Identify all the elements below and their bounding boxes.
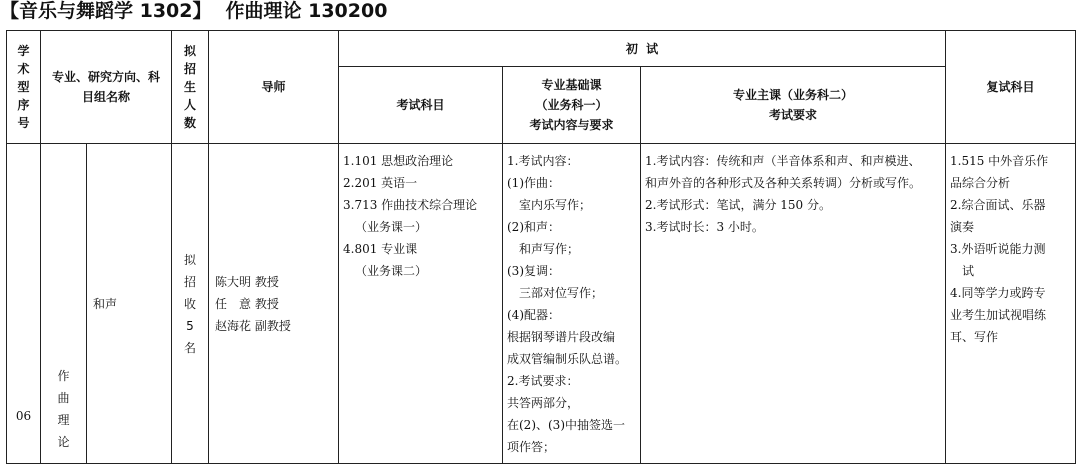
header-prelim: 初 试	[339, 31, 946, 67]
row-basic-content: 1.考试内容： (1)作曲： 室内乐写作； (2)和声： 和声写作； (3)复调： 三部对位写作； (4)配器： 根据钢琴谱片段改编 成双管编制乐队总谱。 2.考试要求： 共答两部分， 在(2)、(3)中抽签选一 项作答；	[503, 144, 641, 464]
header-major-direction: 专业、研究方向、科目组名称	[41, 31, 172, 144]
admission-table	[6, 30, 1076, 464]
header-main-course: 专业主课（业务科二） 考试要求	[641, 67, 946, 144]
header-basic-course: 专业基础课 （业务科一） 考试内容与要求	[503, 67, 641, 144]
row-retest: 1.515 中外音乐作 品综合分析 2.综合面试、乐器 演奏 3.外语听说能力测 试 4.同等学力或跨专 业考生加试视唱练 耳、写作	[946, 144, 1076, 464]
header-seq: 学术型序号	[7, 31, 41, 144]
row-main-content: 1.考试内容：传统和声（半音体系和声、和声模进、 和声外音的各种形式及各种关系转调）分析或写作。 2.考试形式：笔试，满分 150 分。 3.考试时长：3 小时。	[641, 144, 946, 464]
row-exam-subjects: 1.101 思想政治理论 2.201 英语一 3.713 作曲技术综合理论 （业务课一） 4.801 专业课 （业务课二）	[339, 144, 503, 464]
discipline-title: 【音乐与舞蹈学 1302】	[0, 0, 212, 22]
row-seq: 06	[7, 144, 41, 464]
page-title	[0, 0, 387, 30]
header-exam-subjects: 考试科目	[339, 67, 503, 144]
row-major: 作曲理论	[41, 144, 87, 464]
header-retest: 复试科目	[946, 31, 1076, 144]
row-direction: 和声	[87, 144, 172, 464]
major-title: 作曲理论 130200	[225, 0, 388, 22]
row-quota: 拟招收5名	[172, 144, 209, 464]
row-tutors: 陈大明 教授 任 意 教授 赵海花 副教授	[209, 144, 339, 464]
header-quota: 拟招生人数	[172, 31, 209, 144]
header-tutor: 导师	[209, 31, 339, 144]
